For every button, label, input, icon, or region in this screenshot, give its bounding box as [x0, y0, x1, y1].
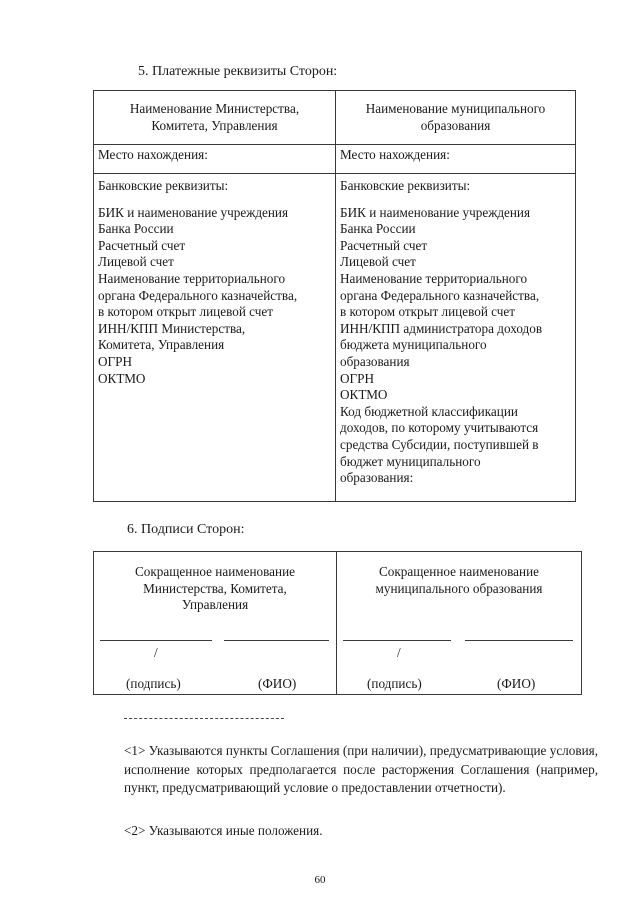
bank-details-row [94, 174, 576, 502]
bank-details-line: органа Федерального казначейства, [98, 287, 298, 303]
signature-line [343, 640, 451, 641]
bank-details-line: Лицевой счет [340, 254, 416, 270]
signature-separator: / [154, 645, 158, 660]
bank-details-line: средства Субсидии, поступившей в [340, 436, 539, 452]
bank-details-line: Расчетный счет [98, 237, 186, 253]
full-name-label: (ФИО) [258, 676, 297, 691]
ministry-short-name-header: Сокращенное наименование Министерства, Комитета, Управления [135, 564, 295, 613]
bank-details-line: Банка России [98, 221, 174, 237]
page-number: 60 [314, 874, 326, 886]
payment-details-table [93, 90, 576, 502]
bank-details-line: ОКТМО [340, 387, 388, 403]
ministry-bank-details [94, 174, 336, 502]
footnote-2: <2> Указываются иные положения. [124, 823, 323, 838]
footnote-1: <1> Указываются пункты Соглашения (при наличии), предусматривающие условия, исполнение которых предполагается после расторжения Соглашения (например, пункт, предусматривающий условие о предоставлении отчетности). [124, 743, 598, 795]
bank-details-line: БИК и наименование учреждения [340, 204, 531, 220]
municipality-name-header: Наименование муниципального образования [336, 91, 576, 145]
bank-details-line: ОКТМО [98, 370, 146, 386]
municipality-bank-details [336, 174, 576, 502]
bank-details-line: органа Федерального казначейства, [340, 287, 540, 303]
bank-details-line: образования [340, 353, 410, 369]
bank-details-line: Код бюджетной классификации [340, 403, 518, 419]
municipality-short-name-header: Сокращенное наименование муниципального образования [375, 564, 543, 596]
ministry-signature-cell [94, 552, 337, 695]
bank-details-line: ИНН/КПП администратора доходов [340, 320, 543, 336]
bank-details-line: Лицевой счет [98, 254, 174, 270]
signatures-table [93, 551, 582, 695]
ministry-location: Место нахождения: [94, 145, 336, 174]
bank-details-line: Комитета, Управления [98, 337, 225, 353]
full-name-line [465, 640, 573, 641]
bank-details-line: Расчетный счет [340, 237, 428, 253]
bank-details-line: образования: [340, 470, 414, 486]
bank-details-title: Банковские реквизиты: [98, 178, 229, 193]
footnote-separator [124, 718, 284, 719]
signature-label: (подпись) [126, 676, 181, 691]
signature-separator: / [397, 645, 401, 660]
full-name-line [224, 640, 329, 641]
bank-details-line: ОГРН [98, 353, 133, 369]
municipality-location: Место нахождения: [336, 145, 576, 174]
payment-table-header-row [94, 91, 576, 145]
municipality-signature-cell [337, 552, 582, 695]
bank-details-line: ИНН/КПП Министерства, [98, 320, 246, 336]
bank-details-line: бюджета муниципального [340, 337, 487, 353]
bank-details-title: Банковские реквизиты: [340, 178, 471, 193]
full-name-label: (ФИО) [497, 676, 536, 691]
signatures-row [94, 552, 582, 695]
bank-details-line: БИК и наименование учреждения [98, 204, 289, 220]
bank-details-line: бюджет муниципального [340, 453, 481, 469]
signature-line [100, 640, 212, 641]
location-row [94, 145, 576, 174]
ministry-name-header: Наименование Министерства, Комитета, Управления [94, 91, 336, 145]
bank-details-line: в котором открыт лицевой счет [98, 304, 274, 320]
signature-label: (подпись) [367, 676, 422, 691]
bank-details-line: Наименование территориального [98, 270, 286, 286]
bank-details-line: Наименование территориального [340, 270, 528, 286]
bank-details-line: Банка России [340, 221, 416, 237]
section-5-heading: 5. Платежные реквизиты Сторон: [138, 64, 338, 79]
section-6-heading: 6. Подписи Сторон: [127, 522, 245, 537]
bank-details-line: ОГРН [340, 370, 375, 386]
bank-details-line: доходов, по которому учитываются [340, 420, 539, 436]
bank-details-line: в котором открыт лицевой счет [340, 304, 516, 320]
